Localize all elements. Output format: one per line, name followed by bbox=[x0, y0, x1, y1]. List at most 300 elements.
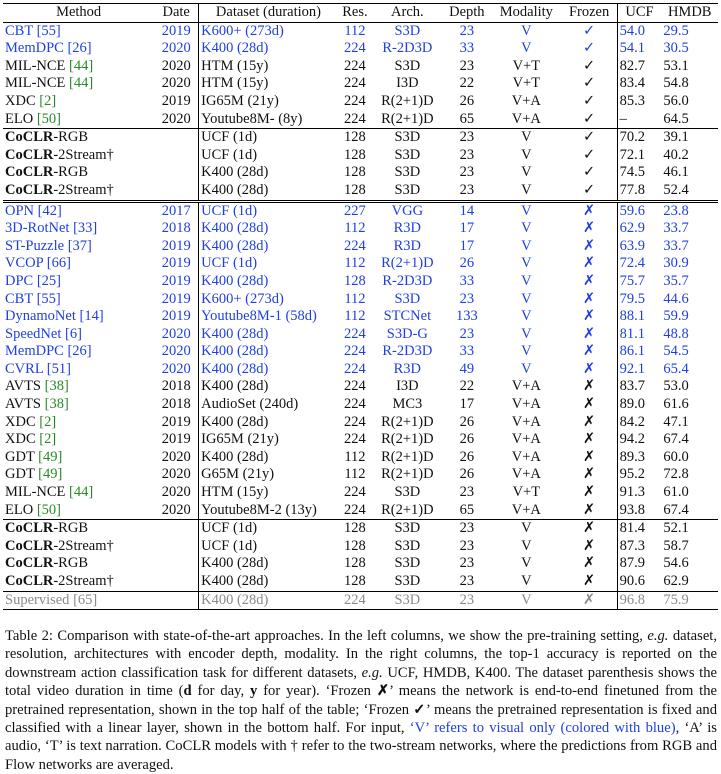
hmdb-cell: 23.8 bbox=[661, 201, 718, 220]
frozen-mark-icon: ✗ bbox=[562, 273, 617, 291]
modality-cell: V+A bbox=[511, 396, 541, 413]
modality-cell: V bbox=[491, 520, 562, 538]
modality-cell: V+T bbox=[512, 57, 541, 74]
date-cell: 2019 bbox=[161, 92, 191, 109]
method-name: OPN bbox=[5, 202, 35, 219]
method-name: 3D-RotNet bbox=[5, 220, 70, 237]
dataset-cell: K400 (28d) bbox=[199, 182, 338, 201]
arch-cell: S3D bbox=[394, 181, 421, 198]
frozen-mark-icon: ✗ bbox=[562, 220, 617, 238]
method-cell bbox=[3, 326, 154, 344]
frozen-mark-icon: ✓ bbox=[562, 40, 617, 58]
citation-link[interactable]: [51] bbox=[46, 360, 71, 377]
method-cell bbox=[3, 201, 154, 220]
header-hmdb: HMDB bbox=[661, 4, 718, 23]
method-cell bbox=[3, 255, 154, 273]
modality-cell: V bbox=[521, 555, 532, 572]
hmdb-cell: 39.1 bbox=[661, 129, 718, 147]
caption-text: for year). ‘Frozen bbox=[257, 683, 377, 700]
method-name: MIL-NCE bbox=[5, 57, 66, 74]
citation-link[interactable]: [14] bbox=[79, 308, 104, 325]
hmdb-cell: 30.9 bbox=[663, 255, 689, 272]
hmdb-cell: 30.5 bbox=[663, 40, 689, 57]
hmdb-cell: 54.8 bbox=[663, 75, 689, 92]
date-cell: 2020 bbox=[161, 360, 191, 377]
arch-cell: S3D bbox=[394, 57, 421, 74]
arch-cell: S3D bbox=[372, 591, 443, 610]
modality-cell: V bbox=[521, 40, 532, 57]
caption-text: ’ means the pretrained representation is fixed and classified with a linear layer, shown in the bottom half. For input, bbox=[5, 701, 717, 737]
check-mark-icon: ✓ bbox=[413, 701, 427, 718]
header-res: Res. bbox=[338, 4, 372, 23]
ucf-cell: 84.2 bbox=[619, 413, 645, 430]
date-cell: 2019 bbox=[161, 290, 191, 307]
table-row bbox=[3, 75, 718, 93]
table-body bbox=[3, 22, 718, 610]
depth-cell: 33 bbox=[459, 272, 475, 289]
arch-cell: R3D bbox=[393, 220, 422, 237]
modality-cell: V bbox=[521, 537, 532, 554]
frozen-mark-icon: ✗ bbox=[562, 343, 617, 361]
arch-cell: R(2+1)D bbox=[381, 255, 434, 272]
method-name: SpeedNet bbox=[5, 325, 62, 342]
citation-link[interactable]: [65] bbox=[73, 591, 98, 608]
ucf-cell: 85.3 bbox=[619, 92, 645, 109]
res-cell: 128 bbox=[344, 272, 366, 289]
method-name: AVTS bbox=[5, 378, 41, 395]
ucf-cell: 89.0 bbox=[619, 396, 645, 413]
method-name: CoCLR bbox=[5, 537, 54, 554]
res-cell: 112 bbox=[344, 448, 366, 465]
res-cell: 112 bbox=[344, 308, 366, 325]
modality-cell: V bbox=[521, 181, 532, 198]
modality-cell: V bbox=[521, 308, 532, 325]
ucf-cell: 79.5 bbox=[619, 290, 645, 307]
method-name: GDT bbox=[5, 466, 35, 483]
hmdb-cell: 53.1 bbox=[663, 57, 689, 74]
citation-link[interactable]: [49] bbox=[38, 466, 63, 483]
ucf-cell: 74.5 bbox=[619, 164, 645, 181]
table-row bbox=[3, 308, 718, 326]
depth-cell: 23 bbox=[459, 22, 475, 39]
citation-link[interactable]: [37] bbox=[67, 237, 92, 254]
method-cell bbox=[3, 361, 154, 379]
hmdb-cell: 58.7 bbox=[663, 537, 689, 554]
dataset-cell: K400 (28d) bbox=[199, 414, 338, 432]
method-cell bbox=[3, 147, 154, 165]
caption-visual-note: ‘V’ refers to visual only (colored with blue) bbox=[409, 720, 676, 737]
dataset-cell: K400 (28d) bbox=[199, 555, 338, 573]
ucf-cell: – bbox=[619, 110, 627, 127]
table-caption bbox=[5, 627, 717, 774]
modality-cell: V bbox=[521, 22, 532, 39]
frozen-mark-icon: ✗ bbox=[562, 573, 617, 591]
caption-text: dataset, resolution, architectures with encoder depth, modality. In the right columns, the top-1 accuracy is reported on the downstream action classification task for different datasets, bbox=[5, 628, 717, 681]
method-name: AVTS bbox=[5, 396, 41, 413]
dataset-cell: K600+ (273d) bbox=[199, 291, 338, 309]
hmdb-cell: 65.4 bbox=[663, 360, 689, 377]
res-cell: 224 bbox=[344, 431, 366, 448]
res-cell: 128 bbox=[338, 520, 372, 538]
res-cell: 128 bbox=[344, 537, 366, 554]
dataset-cell: UCF (1d) bbox=[199, 147, 338, 165]
method-cell bbox=[3, 466, 154, 484]
method-cell bbox=[3, 111, 154, 129]
caption-text: , ‘A’ is audio, ‘T’ is text narration. CoCLR models with † refer to the two-stream networks, where the predictions from RGB and Flow networks are averaged. bbox=[5, 720, 717, 773]
method-cell bbox=[3, 414, 154, 432]
depth-cell: 33 bbox=[459, 343, 475, 360]
hmdb-cell: 54.6 bbox=[663, 555, 689, 572]
dataset-cell: K400 (28d) bbox=[199, 343, 338, 361]
arch-cell: R-2D3D bbox=[382, 272, 433, 289]
depth-cell: 23 bbox=[459, 164, 475, 181]
citation-link[interactable]: [2] bbox=[39, 431, 57, 448]
depth-cell: 23 bbox=[443, 591, 491, 610]
res-cell: 128 bbox=[344, 146, 366, 163]
hmdb-cell: 48.8 bbox=[663, 325, 689, 342]
depth-cell: 26 bbox=[459, 431, 475, 448]
modality-cell: V bbox=[521, 573, 532, 589]
hmdb-cell: 72.8 bbox=[663, 466, 689, 483]
modality-cell: V+T bbox=[512, 75, 541, 92]
ucf-cell: 81.1 bbox=[619, 325, 645, 342]
method-cell bbox=[3, 520, 154, 538]
dataset-cell: HTM (15y) bbox=[199, 484, 338, 502]
method-name: GDT bbox=[5, 448, 35, 465]
depth-cell: 17 bbox=[459, 220, 475, 237]
table-row bbox=[3, 361, 718, 379]
depth-cell: 26 bbox=[459, 92, 475, 109]
table-row bbox=[3, 378, 718, 396]
citation-link[interactable]: [38] bbox=[44, 396, 69, 413]
table-row bbox=[3, 22, 718, 40]
frozen-mark-icon: ✗ bbox=[562, 378, 617, 396]
method-name: CoCLR bbox=[5, 164, 54, 181]
date-cell: 2019 bbox=[161, 413, 191, 430]
method-name: CoCLR bbox=[5, 129, 54, 146]
frozen-mark-icon: ✗ bbox=[562, 291, 617, 309]
dataset-cell: K400 (28d) bbox=[199, 449, 338, 467]
arch-cell: R(2+1)D bbox=[381, 501, 434, 518]
dataset-cell: IG65M (21y) bbox=[199, 431, 338, 449]
arch-cell: S3D-G bbox=[386, 325, 428, 342]
date-cell bbox=[154, 573, 198, 591]
dataset-cell: K400 (28d) bbox=[199, 591, 338, 610]
method-name: VCOP bbox=[5, 255, 44, 272]
hmdb-cell: 54.5 bbox=[663, 343, 689, 360]
arch-cell: R(2+1)D bbox=[381, 413, 434, 430]
arch-cell: S3D bbox=[394, 290, 421, 307]
modality-cell: V+A bbox=[511, 92, 541, 109]
res-cell: 224 bbox=[344, 75, 366, 92]
ucf-cell: 95.2 bbox=[619, 466, 645, 483]
dataset-cell: AudioSet (240d) bbox=[199, 396, 338, 414]
modality-cell: V bbox=[521, 343, 532, 360]
frozen-mark-icon: ✗ bbox=[562, 466, 617, 484]
res-cell: 224 bbox=[344, 413, 366, 430]
depth-cell: 133 bbox=[455, 308, 478, 325]
hmdb-cell: 62.9 bbox=[663, 573, 689, 589]
ucf-cell: 88.1 bbox=[619, 308, 645, 325]
date-cell bbox=[154, 164, 198, 182]
modality-cell: V+A bbox=[511, 431, 541, 448]
res-cell: 128 bbox=[344, 555, 366, 572]
dataset-cell: UCF (1d) bbox=[199, 129, 338, 147]
arch-cell: R(2+1)D bbox=[381, 110, 434, 127]
table-row bbox=[3, 238, 718, 256]
caption-text: ’ means the network is end-to-end finetuned from the pretrained representation, shown in the top half of the table; ‘Frozen bbox=[5, 683, 718, 718]
citation-link[interactable]: [26] bbox=[67, 40, 92, 57]
date-cell: 2019 bbox=[161, 308, 191, 325]
res-cell: 224 bbox=[344, 110, 366, 127]
hmdb-cell: 47.1 bbox=[663, 413, 689, 430]
hmdb-cell: 29.5 bbox=[663, 22, 689, 39]
method-name: CBT bbox=[5, 290, 33, 307]
arch-cell: S3D bbox=[372, 520, 443, 538]
citation-link[interactable]: [25] bbox=[36, 272, 62, 289]
method-name: CVRL bbox=[5, 360, 44, 377]
citation-link[interactable]: [38] bbox=[44, 378, 69, 395]
citation-link[interactable]: [66] bbox=[46, 255, 71, 272]
table-row bbox=[3, 291, 718, 309]
depth-cell: 49 bbox=[459, 360, 475, 377]
method-cell bbox=[3, 538, 154, 556]
citation-link[interactable]: [2] bbox=[39, 413, 57, 430]
date-cell bbox=[154, 555, 198, 573]
method-variant: -RGB bbox=[53, 164, 88, 181]
method-cell bbox=[3, 449, 154, 467]
dataset-cell: K400 (28d) bbox=[199, 573, 338, 591]
citation-link[interactable]: [49] bbox=[38, 448, 63, 465]
date-cell: 2019 bbox=[161, 431, 191, 448]
method-name: MIL-NCE bbox=[5, 484, 66, 501]
date-cell: 2020 bbox=[161, 325, 191, 342]
modality-cell: V bbox=[491, 129, 562, 147]
arch-cell: MC3 bbox=[392, 396, 423, 413]
modality-cell: V bbox=[521, 255, 532, 272]
table-row bbox=[3, 449, 718, 467]
hmdb-cell: 33.7 bbox=[663, 220, 689, 237]
method-cell bbox=[3, 555, 154, 573]
dataset-cell: HTM (15y) bbox=[199, 75, 338, 93]
modality-cell: V bbox=[521, 290, 532, 307]
arch-cell: R3D bbox=[393, 237, 422, 254]
citation-link[interactable]: [6] bbox=[65, 325, 82, 342]
table-row bbox=[3, 58, 718, 76]
date-cell bbox=[154, 538, 198, 556]
depth-cell: 26 bbox=[459, 413, 475, 430]
frozen-mark-icon: ✓ bbox=[562, 182, 617, 201]
depth-cell: 23 bbox=[459, 573, 475, 589]
method-cell bbox=[3, 502, 154, 520]
dataset-cell: K400 (28d) bbox=[199, 164, 338, 182]
modality-cell: V bbox=[521, 360, 532, 377]
depth-cell: 17 bbox=[459, 396, 475, 413]
depth-cell: 33 bbox=[459, 40, 475, 57]
res-cell: 224 bbox=[344, 40, 366, 57]
method-cell bbox=[3, 591, 154, 610]
table-row bbox=[3, 343, 718, 361]
header-method: Method bbox=[3, 4, 154, 23]
res-cell: 224 bbox=[344, 396, 366, 413]
method-cell bbox=[3, 343, 154, 361]
frozen-mark-icon: ✓ bbox=[562, 93, 617, 111]
frozen-mark-icon: ✗ bbox=[562, 326, 617, 344]
modality-cell: V bbox=[521, 164, 532, 181]
res-cell: 224 bbox=[344, 501, 366, 518]
depth-cell: 23 bbox=[459, 537, 475, 554]
frozen-mark-icon: ✗ bbox=[562, 238, 617, 256]
cross-mark-icon: ✗ bbox=[376, 683, 390, 700]
citation-link[interactable]: [44] bbox=[69, 75, 94, 92]
depth-cell: 23 bbox=[459, 325, 475, 342]
depth-cell: 23 bbox=[459, 555, 475, 572]
date-cell: 2018 bbox=[161, 396, 191, 413]
depth-cell: 14 bbox=[443, 201, 491, 220]
method-cell bbox=[3, 573, 154, 591]
arch-cell: S3D bbox=[394, 484, 421, 501]
citation-link[interactable]: [26] bbox=[67, 343, 92, 360]
date-cell: 2020 bbox=[161, 110, 191, 127]
res-cell: 224 bbox=[338, 591, 372, 610]
hmdb-cell: 35.7 bbox=[663, 272, 689, 289]
ucf-cell: 93.8 bbox=[619, 501, 645, 518]
method-variant: -2Stream† bbox=[53, 573, 114, 589]
dataset-cell: UCF (1d) bbox=[199, 520, 338, 538]
hmdb-cell: 46.1 bbox=[663, 164, 689, 181]
dataset-cell: K400 (28d) bbox=[199, 273, 338, 291]
arch-cell: I3D bbox=[396, 75, 419, 92]
frozen-mark-icon: ✗ bbox=[562, 308, 617, 326]
table-row bbox=[3, 164, 718, 182]
header-ucf: UCF bbox=[617, 4, 661, 23]
modality-cell: V bbox=[521, 220, 532, 237]
date-cell: 2020 bbox=[161, 484, 191, 501]
table-row bbox=[3, 201, 718, 220]
method-cell bbox=[3, 378, 154, 396]
citation-link[interactable]: [50] bbox=[36, 110, 61, 127]
ucf-cell: 72.4 bbox=[619, 255, 645, 272]
citation-link[interactable]: [44] bbox=[69, 484, 94, 501]
method-name: DPC bbox=[5, 272, 34, 289]
header-arch: Arch. bbox=[372, 4, 443, 23]
arch-cell: R-2D3D bbox=[382, 343, 433, 360]
frozen-mark-icon: ✓ bbox=[562, 22, 617, 40]
res-cell: 112 bbox=[344, 466, 366, 483]
header-depth: Depth bbox=[443, 4, 491, 23]
caption-text: UCF, HMDB, K400. The dataset parenthesis shows the total video duration in time ( bbox=[5, 664, 717, 700]
ucf-cell: 89.3 bbox=[619, 448, 645, 465]
frozen-mark-icon: ✗ bbox=[562, 449, 617, 467]
res-cell: 128 bbox=[344, 573, 366, 589]
method-cell bbox=[3, 291, 154, 309]
method-cell bbox=[3, 22, 154, 40]
res-cell: 128 bbox=[338, 129, 372, 147]
depth-cell: 26 bbox=[459, 448, 475, 465]
res-cell: 224 bbox=[344, 92, 366, 109]
frozen-mark-icon: ✗ bbox=[562, 520, 617, 538]
table-row bbox=[3, 273, 718, 291]
res-cell: 128 bbox=[344, 181, 366, 198]
header-modality: Modality bbox=[491, 4, 562, 23]
table-row-supervised bbox=[3, 591, 718, 610]
header-dataset: Dataset (duration) bbox=[199, 4, 338, 23]
frozen-mark-icon: ✓ bbox=[562, 75, 617, 93]
depth-cell: 23 bbox=[459, 146, 475, 163]
hmdb-cell: 61.6 bbox=[663, 396, 689, 413]
frozen-mark-icon: ✗ bbox=[562, 201, 617, 220]
date-cell: 2020 bbox=[161, 40, 191, 57]
citation-link[interactable]: [50] bbox=[36, 501, 61, 518]
ucf-cell: 77.8 bbox=[619, 181, 645, 198]
citation-link[interactable]: [55] bbox=[36, 290, 61, 307]
citation-link[interactable]: [55] bbox=[36, 22, 61, 39]
date-cell: 2020 bbox=[161, 448, 191, 465]
ucf-cell: 70.2 bbox=[617, 129, 661, 147]
dataset-cell: K600+ (273d) bbox=[199, 22, 338, 40]
depth-cell: 23 bbox=[443, 520, 491, 538]
method-name: CoCLR bbox=[5, 146, 54, 163]
depth-cell: 22 bbox=[459, 75, 475, 92]
hmdb-cell: 52.4 bbox=[663, 181, 689, 198]
citation-link[interactable]: [42] bbox=[37, 202, 62, 219]
modality-cell: V+A bbox=[511, 466, 541, 483]
method-name: DynamoNet bbox=[5, 308, 76, 325]
dataset-cell: K400 (28d) bbox=[199, 378, 338, 396]
method-cell bbox=[3, 308, 154, 326]
citation-link[interactable]: [44] bbox=[69, 57, 94, 74]
ucf-cell: 90.6 bbox=[619, 573, 645, 589]
hmdb-cell: 53.0 bbox=[663, 378, 689, 395]
depth-cell: 23 bbox=[459, 57, 475, 74]
ucf-cell: 63.9 bbox=[619, 237, 645, 254]
frozen-mark-icon: ✗ bbox=[562, 396, 617, 414]
table-row bbox=[3, 147, 718, 165]
method-name: MemDPC bbox=[5, 343, 64, 360]
table-row bbox=[3, 182, 718, 201]
res-cell: 112 bbox=[344, 290, 366, 307]
modality-cell: V+A bbox=[511, 378, 541, 395]
comparison-table bbox=[3, 3, 718, 610]
header-date: Date bbox=[154, 4, 198, 23]
ucf-cell: 87.9 bbox=[619, 555, 645, 572]
date-cell: 2020 bbox=[161, 343, 191, 360]
arch-cell: I3D bbox=[396, 378, 419, 395]
method-name: XDC bbox=[5, 92, 36, 109]
frozen-mark-icon: ✗ bbox=[562, 484, 617, 502]
arch-cell: STCNet bbox=[383, 308, 432, 325]
method-name: MemDPC bbox=[5, 40, 64, 57]
arch-cell: R(2+1)D bbox=[381, 448, 434, 465]
table-row bbox=[3, 129, 718, 147]
citation-link[interactable]: [2] bbox=[39, 92, 57, 109]
citation-link[interactable]: [33] bbox=[73, 220, 98, 237]
header-frozen: Frozen bbox=[562, 4, 617, 23]
table-row bbox=[3, 220, 718, 238]
arch-cell: R3D bbox=[393, 360, 422, 377]
arch-cell: S3D bbox=[394, 555, 421, 572]
date-cell: 2019 bbox=[161, 22, 191, 39]
method-cell bbox=[3, 273, 154, 291]
res-cell: 224 bbox=[344, 484, 366, 501]
dataset-cell: Youtube8M-2 (13y) bbox=[199, 502, 338, 520]
frozen-mark-icon: ✗ bbox=[562, 414, 617, 432]
res-cell: 227 bbox=[338, 201, 372, 220]
method-name: ELO bbox=[5, 501, 34, 518]
method-variant: -RGB bbox=[53, 129, 88, 146]
modality-cell: V bbox=[491, 201, 562, 220]
method-cell bbox=[3, 396, 154, 414]
